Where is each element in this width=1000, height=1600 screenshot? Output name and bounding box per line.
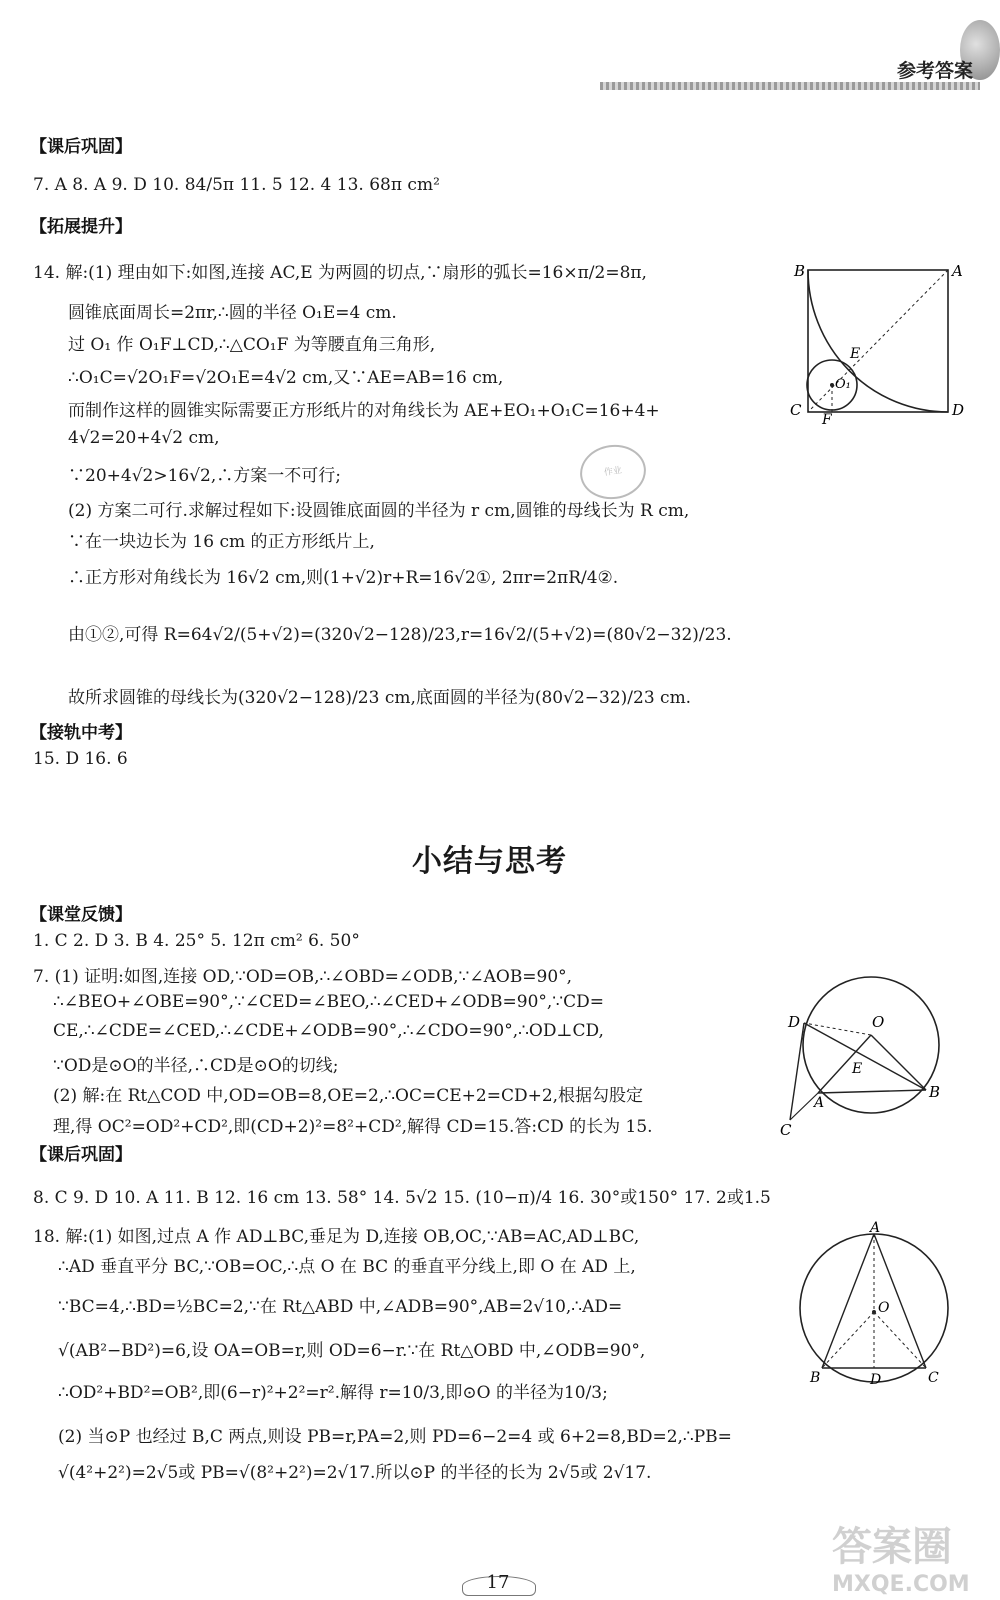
label-b: B xyxy=(810,1370,821,1386)
q14-line-4: ∴O₁C=√2O₁F=√2O₁E=4√2 cm,又∵AE=AB=16 cm, xyxy=(68,368,504,388)
answer-line-8-17: 8. C 9. D 10. A 11. B 12. 16 cm 13. 58° 14. 5√2 15. (10−π)/4 16. 30°或150° 17. 2或1.5 xyxy=(33,1188,771,1208)
label-a: A xyxy=(952,262,963,280)
section-label-kehou-2: 【课后巩固】 xyxy=(30,1145,132,1165)
label-c: C xyxy=(790,401,802,419)
label-d: D xyxy=(788,1013,801,1031)
point-o1 xyxy=(830,383,834,387)
label-a: A xyxy=(814,1095,825,1111)
segment-ob xyxy=(822,1312,874,1368)
label-o: O xyxy=(878,1300,890,1316)
figure-circle-tangent xyxy=(776,975,951,1145)
figure-circle-triangle xyxy=(796,1220,956,1390)
watermark-logo: 答案圈 MXQE.COM xyxy=(832,1524,970,1597)
q18-line-7: √(4²+2²)=2√5或 PB=√(8²+2²)=2√17.所以⊙P 的半径的长为 2√5或 2√17. xyxy=(58,1463,652,1483)
label-c: C xyxy=(780,1121,792,1139)
q14-line-2: 圆锥底面周长=2πr,∴圆的半径 O₁E=4 cm. xyxy=(68,303,397,323)
section-label-jiegui: 【接轨中考】 xyxy=(30,723,132,743)
q7-line-6: 理,得 OC²=OD²+CD²,即(CD+2)²=8²+CD²,解得 CD=15.答:CD 的长为 15. xyxy=(53,1117,653,1137)
q7-line-4: ∵OD是⊙O的半径,∴CD是⊙O的切线; xyxy=(53,1056,339,1076)
segment-oa xyxy=(818,1035,871,1093)
figure-square-cone xyxy=(780,258,965,428)
q14-line-1: 14. 解:(1) 理由如下:如图,连接 AC,E 为两圆的切点,∵扇形的弧长=16×π/2=8π, xyxy=(33,263,647,283)
answer-line-7-13: 7. A 8. A 9. D 10. 84/5π 11. 5 12. 4 13. 68π cm² xyxy=(33,175,440,195)
q18-line-4: √(AB²−BD²)=6,设 OA=OB=r,则 OD=6−r.∵在 Rt△OBD 中,∠ODB=90°, xyxy=(58,1341,646,1361)
section-label-tuozhan: 【拓展提升】 xyxy=(30,217,132,237)
q14-line-3: 过 O₁ 作 O₁F⊥CD,∴△CO₁F 为等腰直角三角形, xyxy=(68,335,436,355)
q7-line-1: 7. (1) 证明:如图,连接 OD,∵OD=OB,∴∠OBD=∠ODB,∵∠AOB=90°, xyxy=(33,967,573,987)
header-title: 参考答案 xyxy=(897,60,974,82)
label-b: B xyxy=(794,262,806,280)
tangent-cd xyxy=(790,1023,804,1120)
label-d: D xyxy=(952,401,965,419)
label-a: A xyxy=(870,1220,881,1236)
label-o: O xyxy=(872,1013,885,1031)
section-title: 小结与思考 xyxy=(412,844,567,879)
q14-line-11: 由①②,可得 R=64√2/(5+√2)=(320√2−128)/23,r=16√2/(5+√2)=(80√2−32)/23. xyxy=(68,625,732,645)
label-f: F xyxy=(822,412,832,428)
answer-line-1-6: 1. C 2. D 3. B 4. 25° 5. 12π cm² 6. 50° xyxy=(33,931,360,951)
q7-line-2: ∴∠BEO+∠OBE=90°,∵∠CED=∠BEO,∴∠CED+∠ODB=90°,∵CD= xyxy=(53,992,604,1012)
q14-line-9: ∵在一块边长为 16 cm 的正方形纸片上, xyxy=(68,532,375,552)
answer-line-15-16: 15. D 16. 6 xyxy=(33,749,128,769)
q18-line-5: ∴OD²+BD²=OB²,即(6−r)²+2²=r².解得 r=10/3,即⊙O 的半径为10/3; xyxy=(58,1383,608,1403)
q14-line-12: 故所求圆锥的母线长为(320√2−128)/23 cm,底面圆的半径为(80√2−32)/23 cm. xyxy=(68,688,692,708)
label-e: E xyxy=(852,1061,863,1077)
q14-line-5: 而制作这样的圆锥实际需要正方形纸片的对角线长为 AE+EO₁+O₁C=16+4+ xyxy=(68,401,660,421)
header-bar xyxy=(600,82,980,90)
q7-line-3: CE,∴∠CDE=∠CED,∴∠CDE+∠ODB=90°,∴∠CDO=90°,∴OD⊥CD, xyxy=(53,1021,604,1041)
label-b: B xyxy=(929,1083,941,1101)
label-e: E xyxy=(850,346,861,362)
label-o1: O₁ xyxy=(835,377,851,392)
page-number: 17 xyxy=(470,1572,526,1596)
label-d: D xyxy=(870,1372,882,1388)
segment-ab xyxy=(818,1090,926,1093)
q18-line-2: ∴AD 垂直平分 BC,∵OB=OC,∴点 O 在 BC 的垂直平分线上,即 O 在 AD 上, xyxy=(58,1257,636,1277)
segment-ob xyxy=(871,1035,926,1090)
diagonal-ac xyxy=(808,270,948,412)
segment-db xyxy=(804,1023,926,1090)
q14-line-10: ∴正方形对角线长为 16√2 cm,则(1+√2)r+R=16√2①, 2πr=2πR/4②. xyxy=(68,568,619,588)
q7-line-5: (2) 解:在 Rt△COD 中,OD=OB=8,OE=2,∴OC=CE+2=CD+2,根据勾股定 xyxy=(53,1086,644,1106)
point-o xyxy=(872,1310,876,1314)
q18-line-6: (2) 当⊙P 也经过 B,C 两点,则设 PB=r,PA=2,则 PD=6−2=4 或 6+2=8,BD=2,∴PB= xyxy=(58,1427,732,1447)
section-label-ketang: 【课堂反馈】 xyxy=(30,905,132,925)
q18-line-1: 18. 解:(1) 如图,过点 A 作 AD⊥BC,垂足为 D,连接 OB,OC,∵AB=AC,AD⊥BC, xyxy=(33,1227,640,1247)
section-label-kehou: 【课后巩固】 xyxy=(30,137,132,157)
q14-line-8: (2) 方案二可行.求解过程如下:设圆锥底面圆的半径为 r cm,圆锥的母线长为 R cm, xyxy=(68,501,690,521)
segment-ab xyxy=(822,1234,874,1368)
q18-line-3: ∵BC=4,∴BD=½BC=2,∵在 Rt△ABD 中,∠ADB=90°,AB=2√10,∴AD= xyxy=(58,1297,623,1317)
segment-oc xyxy=(874,1312,926,1368)
q14-line-7: ∵20+4√2>16√2,∴方案一不可行; xyxy=(68,466,341,486)
q14-line-6: 4√2=20+4√2 cm, xyxy=(68,428,220,448)
stamp-mark: 作业 xyxy=(577,441,650,504)
label-c: C xyxy=(928,1370,939,1386)
